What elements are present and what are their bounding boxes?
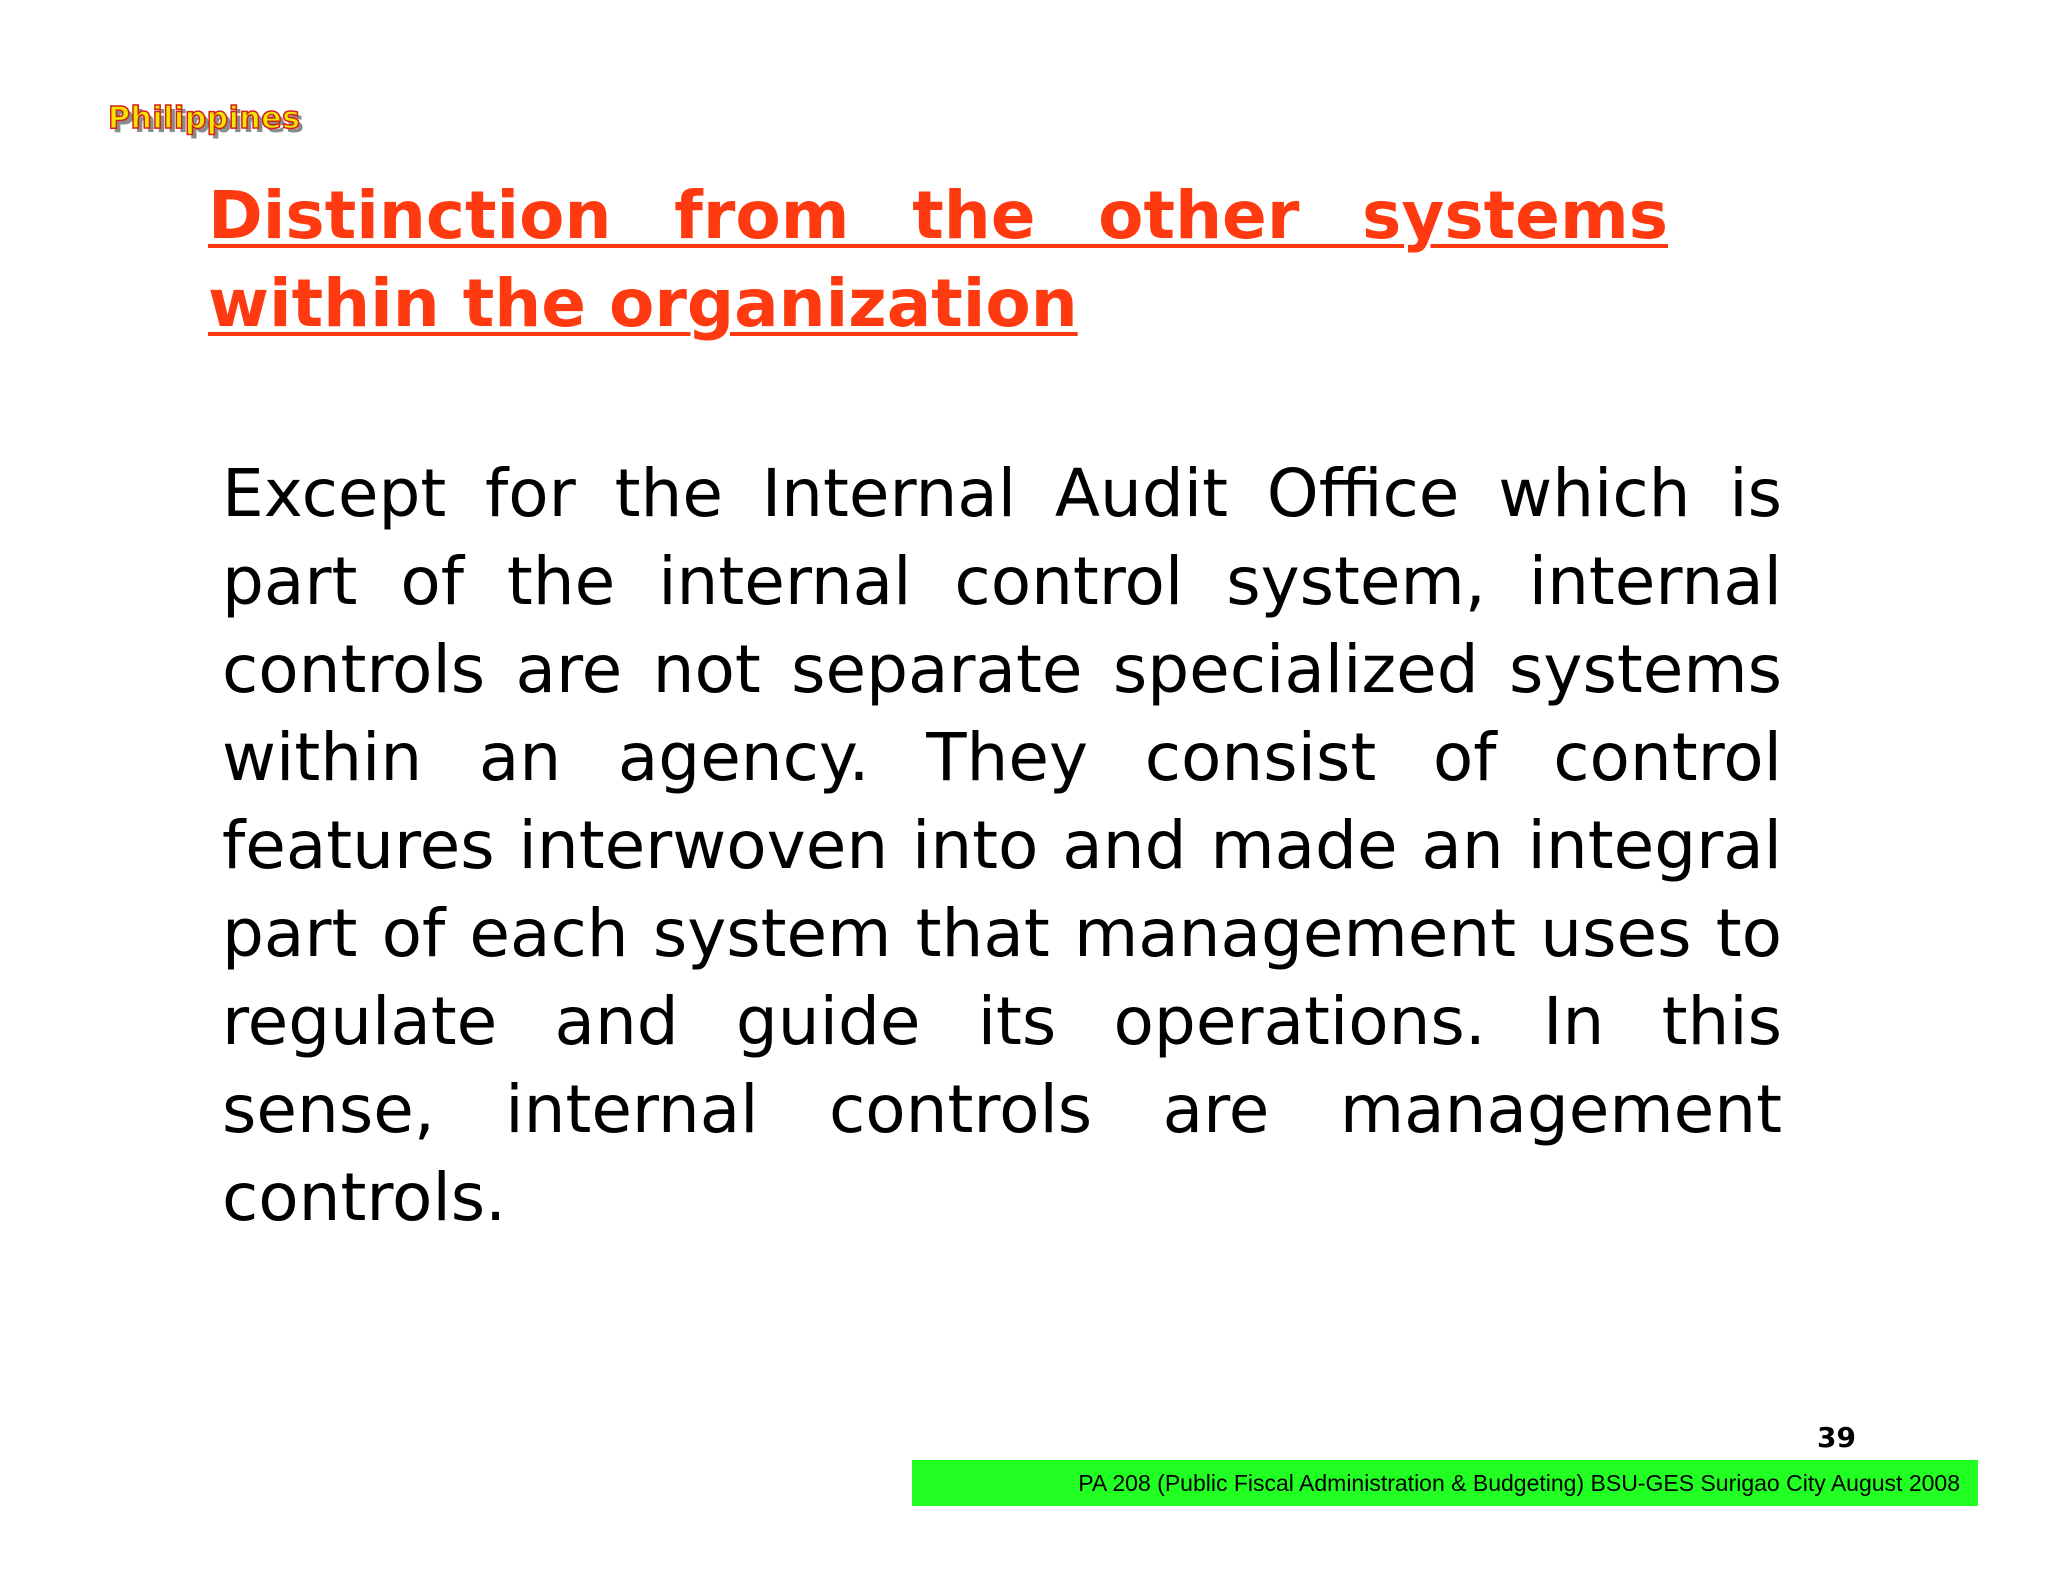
country-label: Philippines (108, 101, 301, 136)
slide-title (208, 172, 1668, 348)
slide-body-text: Except for the Internal Audit Office which is part of the internal control system, internal controls are not separate specialized systems within an agency. They consist of control features interwoven into and made an integral part of each system that management uses to regulate and guide its operations. In this sense, internal controls are management controls. (222, 455, 1782, 1236)
page-number: 39 (1817, 1421, 1856, 1454)
footer-course-info: PA 208 (Public Fiscal Administration & Budgeting) BSU-GES Surigao City August 2008 (1078, 1469, 1960, 1496)
footer-bar (912, 1460, 1978, 1506)
slide-title-line-2: within the organization (208, 265, 1078, 342)
slide-title-line-1: Distinction from the other systems (208, 177, 1668, 254)
